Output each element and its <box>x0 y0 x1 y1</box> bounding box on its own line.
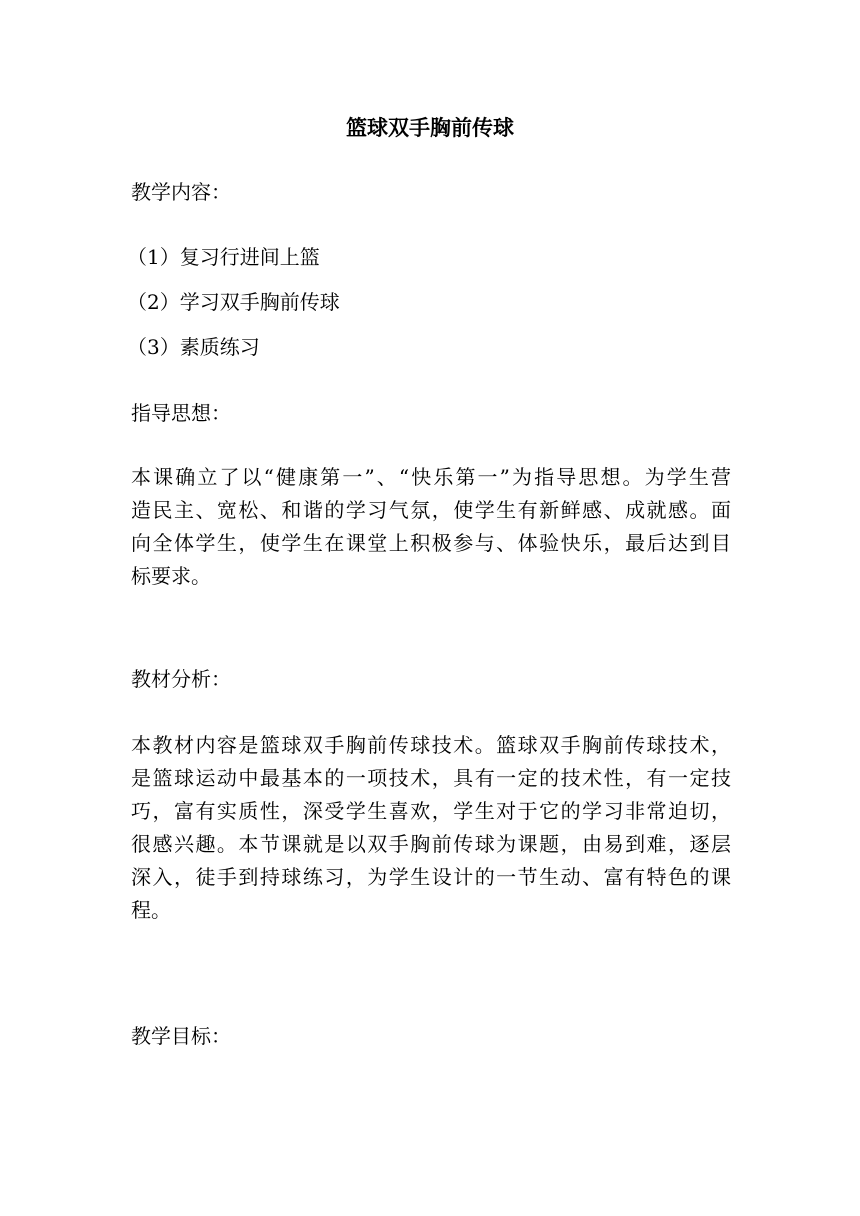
paragraph-line: 本教材内容是篮球双手胸前传球技术。篮球双手胸前传球技术， <box>131 733 731 757</box>
paragraph-line: 本课确立了以“健康第一”、“快乐第一”为指导思想。为学生营 <box>131 465 731 489</box>
page-title: 篮球双手胸前传球 <box>346 116 514 140</box>
list-item: （2）学习双手胸前传球 <box>127 290 340 314</box>
paragraph-line: 向全体学生，使学生在课堂上积极参与、体验快乐，最后达到目 <box>131 531 731 555</box>
list-item: （3）素质练习 <box>127 335 260 359</box>
paragraph-line: 是篮球运动中最基本的一项技术，具有一定的技术性，有一定技 <box>131 766 731 790</box>
section-heading-material-analysis: 教材分析： <box>131 667 231 691</box>
paragraph-line: 造民主、宽松、和谐的学习气氛，使学生有新鲜感、成就感。面 <box>131 498 731 522</box>
paragraph-line: 巧，富有实质性，深受学生喜欢，学生对于它的学习非常迫切， <box>131 799 731 823</box>
section-heading-guiding-ideology: 指导思想： <box>131 401 231 425</box>
section-heading-teaching-objectives: 教学目标： <box>131 1024 231 1048</box>
list-item: （1）复习行进间上篮 <box>127 245 320 269</box>
section-heading-teaching-content: 教学内容： <box>131 180 231 204</box>
paragraph-guiding-ideology <box>131 461 731 593</box>
paragraph-line: 很感兴趣。本节课就是以双手胸前传球为课题，由易到难，逐层 <box>131 832 731 856</box>
paragraph-line: 标要求。 <box>131 564 211 588</box>
paragraph-line: 程。 <box>131 898 171 922</box>
paragraph-line: 深入，徒手到持球练习，为学生设计的一节生动、富有特色的课 <box>131 865 731 889</box>
paragraph-material-analysis <box>131 729 731 927</box>
